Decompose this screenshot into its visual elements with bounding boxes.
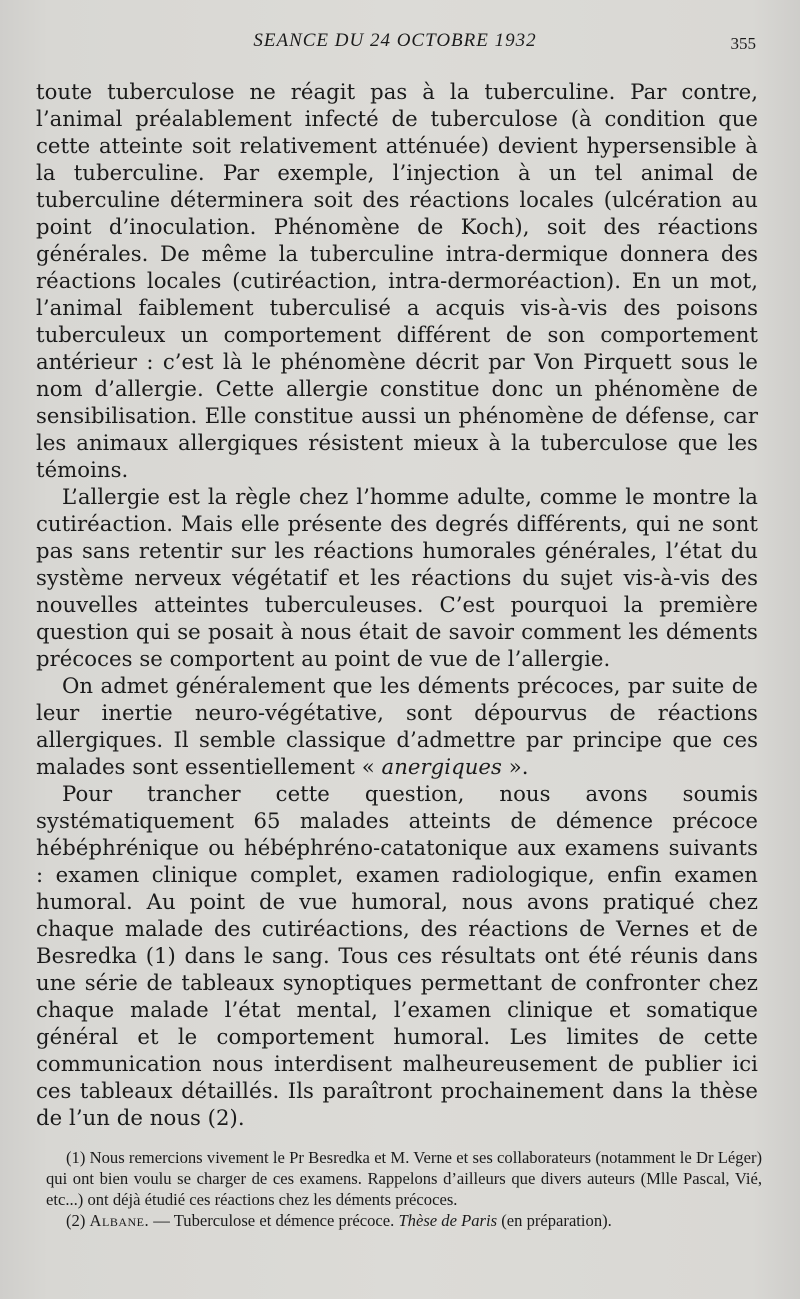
footnote-2-label: (2) (66, 1211, 86, 1230)
paragraph-4: Pour trancher cette question, nous avons soumis systématiquement 65 malades atteints de démence précoce hébéphrénique ou hébéphréno-catatonique aux examens suivants : examen clinique complet, examen radiologique, enfin examen humoral. Au point de vue humoral, nous avons pratiqué chez chaque malade des cutiréactions, des réactions de Vernes et de Besredka (1) dans le sang. Tous ces résultats ont été réunis dans une série de tableaux synoptiques permettant de confronter chez chaque malade l’état mental, l’examen clinique et somatique général et le comportement humoral. Les limites de cette communication nous interdisent malheureusement de publier ici ces tableaux détaillés. Ils paraîtront prochainement dans la thèse de l’un de nous (2). (36, 781, 758, 1130)
footnote-2 (46, 1210, 762, 1231)
footnote-2-end: (en préparation). (497, 1211, 612, 1230)
footnote-1: (1) Nous remercions vivement le Pr Besredka et M. Verne et ses collaborateurs (notamment le Dr Léger) qui ont bien voulu se charger de ces examens. Rappelons d’ailleurs que divers auteurs (Mlle Pascal, Vié, etc...) ont déjà étudié ces réactions chez les déments précoces. (46, 1148, 762, 1209)
footnote-2-author: Albane. (89, 1211, 150, 1230)
page-header (34, 28, 756, 58)
page-number: 355 (730, 34, 756, 53)
running-head: SEANCE DU 24 OCTOBRE 1932 (253, 30, 537, 51)
paragraph-3-end: ». (501, 754, 529, 779)
footnotes (46, 1147, 762, 1231)
footnote-2-title: — Tuberculose et démence précoce. (149, 1211, 399, 1230)
footnote-2-these: Thèse de Paris (398, 1211, 498, 1230)
body-text (36, 78, 758, 1131)
paragraph-3-text: On admet généralement que les déments précoces, par suite de leur inertie neuro-végétative, sont dépourvus de réactions allergiques. Il semble classique d’admettre par principe que ces malades sont essentiellement « (36, 673, 758, 779)
paragraph-2: L’allergie est la règle chez l’homme adulte, comme le montre la cutiréaction. Mais elle présente des degrés différents, qui ne sont pas sans retentir sur les réactions humorales générales, l’état du système nerveux végétatif et les réactions du sujet vis-à-vis des nouvelles atteintes tuberculeuses. C’est pourquoi la première question qui se posait à nous était de savoir comment les déments précoces se comportent au point de vue de l’allergie. (36, 484, 758, 671)
paragraph-1: toute tuberculose ne réagit pas à la tuberculine. Par contre, l’animal préalablement infecté de tuberculose (à condition que cette atteinte soit relativement atténuée) devient hypersensible à la tuberculine. Par exemple, l’injection à un tel animal de tuberculine déterminera soit des réactions locales (ulcération au point d’inoculation. Phénomène de Koch), soit des réactions générales. De même la tuberculine intra-dermique donnera des réactions locales (cutiréaction, intra-dermoréaction). En un mot, l’animal faiblement tuberculisé a acquis vis-à-vis des poisons tuberculeux un comportement différent de son comportement antérieur : c’est là le phénomène décrit par Von Pirquett sous le nom d’allergie. Cette allergie constitue donc un phénomène de sensibilisation. Elle constitue aussi un phénomène de défense, car les animaux allergiques résistent mieux à la tuberculose que les témoins. (36, 79, 758, 482)
anergiques-italic: anergiques (381, 754, 502, 779)
paragraph-3 (36, 672, 758, 780)
